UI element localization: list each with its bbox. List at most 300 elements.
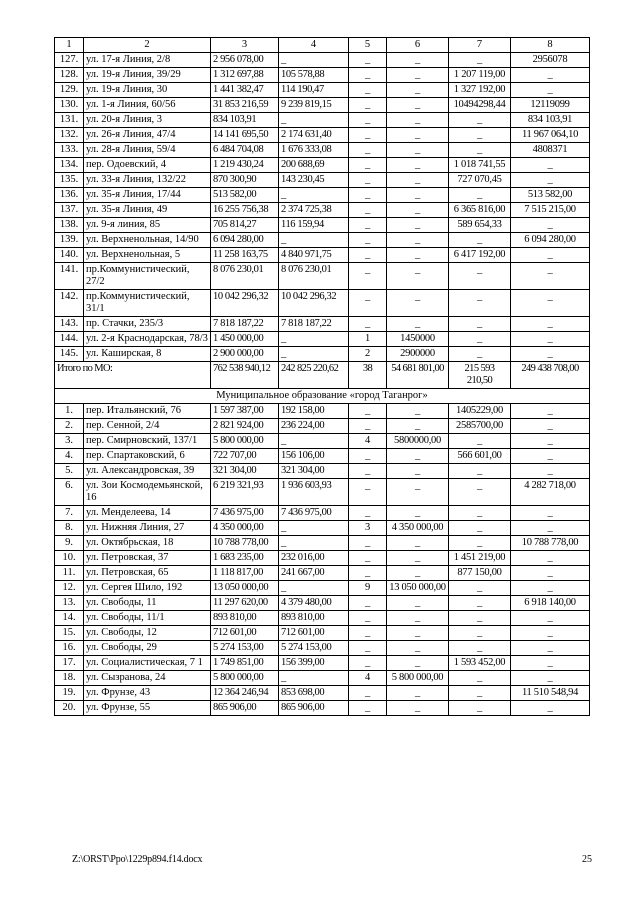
table-cell: 4 379 480,00 [279, 596, 349, 611]
table-cell: 2. [55, 419, 84, 434]
table-cell: 1 312 697,88 [211, 68, 279, 83]
table-cell: _ [511, 656, 590, 671]
table-row [55, 317, 590, 332]
header-row [55, 38, 590, 53]
table-cell: _ [387, 143, 449, 158]
table-cell: 2585700,00 [449, 419, 511, 434]
table-cell: 321 304,00 [211, 464, 279, 479]
table-cell: 12. [55, 581, 84, 596]
table-cell: _ [511, 317, 590, 332]
table-row [55, 566, 590, 581]
table-cell: _ [279, 434, 349, 449]
total-cell: 249 438 708,00 [511, 362, 590, 389]
table-cell: _ [387, 68, 449, 83]
section-title: Муниципальное образование «город Таганрог» [55, 389, 590, 404]
table-row [55, 479, 590, 506]
table-cell: _ [511, 626, 590, 641]
table-cell: 1 450 000,00 [211, 332, 279, 347]
table-cell: 4 350 000,00 [387, 521, 449, 536]
table-cell: 141. [55, 263, 84, 290]
table-cell: 11 967 064,10 [511, 128, 590, 143]
table-cell: _ [387, 596, 449, 611]
table-cell: _ [387, 113, 449, 128]
table-cell: _ [279, 521, 349, 536]
table-cell: _ [449, 641, 511, 656]
table-cell: 2 174 631,40 [279, 128, 349, 143]
table-cell: _ [349, 53, 387, 68]
table-cell: 11 258 163,75 [211, 248, 279, 263]
table-cell: _ [511, 641, 590, 656]
table-cell: 893 810,00 [279, 611, 349, 626]
table-cell: _ [511, 611, 590, 626]
table-cell: 236 224,00 [279, 419, 349, 434]
table-cell: _ [349, 158, 387, 173]
table-cell: 14. [55, 611, 84, 626]
table-cell: _ [349, 317, 387, 332]
table-cell: 6 094 280,00 [511, 233, 590, 248]
table-cell: 2956078 [511, 53, 590, 68]
table-cell: _ [349, 656, 387, 671]
table-cell: ул. 19-я Линия, 39/29 [84, 68, 211, 83]
table-cell: _ [279, 233, 349, 248]
table-row [55, 686, 590, 701]
column-header: 6 [387, 38, 449, 53]
table-cell: ул. Свободы, 29 [84, 641, 211, 656]
table-cell: ул. Свободы, 11 [84, 596, 211, 611]
table-cell: _ [349, 611, 387, 626]
table-cell: 877 150,00 [449, 566, 511, 581]
table-cell: 10. [55, 551, 84, 566]
table-cell: 11 297 620,00 [211, 596, 279, 611]
table-cell: 134. [55, 158, 84, 173]
table-cell: 232 016,00 [279, 551, 349, 566]
table-cell: 4 840 971,75 [279, 248, 349, 263]
table-cell: 8 076 230,01 [211, 263, 279, 290]
table-cell: _ [449, 464, 511, 479]
table-cell: 2900000 [387, 347, 449, 362]
table-cell: 4 [349, 671, 387, 686]
table-cell: ул. Верхненольная, 5 [84, 248, 211, 263]
table-cell: _ [449, 581, 511, 596]
table-cell: 513 582,00 [211, 188, 279, 203]
table-cell: _ [387, 158, 449, 173]
table-cell: _ [511, 83, 590, 98]
total-cell: 242 825 220,62 [279, 362, 349, 389]
table-row [55, 173, 590, 188]
table-cell: _ [349, 686, 387, 701]
table-cell: _ [449, 506, 511, 521]
table-cell: _ [387, 611, 449, 626]
table-cell: 192 158,00 [279, 404, 349, 419]
table-cell: _ [511, 248, 590, 263]
table-cell: 138. [55, 218, 84, 233]
column-header: 4 [279, 38, 349, 53]
table-cell: 145. [55, 347, 84, 362]
table-cell: 1 327 192,00 [449, 83, 511, 98]
table-row [55, 656, 590, 671]
table-cell: _ [449, 611, 511, 626]
footer-page-number: 25 [582, 854, 592, 865]
table-row [55, 449, 590, 464]
table-cell: 9 239 819,15 [279, 98, 349, 113]
table-row [55, 581, 590, 596]
table-cell: _ [387, 98, 449, 113]
table-cell: _ [449, 671, 511, 686]
table-cell: 2 821 924,00 [211, 419, 279, 434]
table-row [55, 233, 590, 248]
table-cell: ул. Каширская, 8 [84, 347, 211, 362]
table-cell: _ [387, 188, 449, 203]
table-cell: _ [511, 404, 590, 419]
table-cell: _ [449, 536, 511, 551]
table-cell: 1 441 382,47 [211, 83, 279, 98]
table-cell: 135. [55, 173, 84, 188]
table-cell: _ [449, 332, 511, 347]
table-cell: 321 304,00 [279, 464, 349, 479]
table-cell: 156 106,00 [279, 449, 349, 464]
table-cell: 865 906,00 [279, 701, 349, 716]
table-cell: 140. [55, 248, 84, 263]
table-row [55, 158, 590, 173]
table-cell: 6 484 704,08 [211, 143, 279, 158]
table-row [55, 290, 590, 317]
table-cell: ул. Фрунзе, 43 [84, 686, 211, 701]
table-cell: _ [449, 521, 511, 536]
table-cell: ул. 35-я Линия, 17/44 [84, 188, 211, 203]
table-cell: _ [511, 332, 590, 347]
table-cell: 4. [55, 449, 84, 464]
footer-file-path: Z:\ORST\Ppo\1229p894.f14.docx [72, 854, 203, 865]
table-row [55, 83, 590, 98]
table-cell: _ [511, 68, 590, 83]
table-cell: _ [511, 464, 590, 479]
table-cell: _ [279, 113, 349, 128]
table-cell: _ [449, 188, 511, 203]
table-cell: _ [449, 479, 511, 506]
table-cell: _ [349, 479, 387, 506]
table-cell: 5 800 000,00 [211, 671, 279, 686]
table-cell: _ [349, 464, 387, 479]
table-cell: ул. 28-я Линия, 59/4 [84, 143, 211, 158]
table-cell: ул. Верхненольная, 14/90 [84, 233, 211, 248]
table-cell: 133. [55, 143, 84, 158]
table-cell: ул. 9-я линия, 85 [84, 218, 211, 233]
table-cell: 7 515 215,00 [511, 203, 590, 218]
table-cell: _ [449, 347, 511, 362]
table-cell: ул. 17-я Линия, 2/8 [84, 53, 211, 68]
table-cell: 6 219 321,93 [211, 479, 279, 506]
table-cell: _ [387, 173, 449, 188]
table-cell: пер. Одоевский, 4 [84, 158, 211, 173]
table-row [55, 143, 590, 158]
table-cell: ул. Социалистическая, 7 1 [84, 656, 211, 671]
table-cell: _ [349, 506, 387, 521]
table-cell: _ [349, 626, 387, 641]
table-cell: ул. Петровская, 37 [84, 551, 211, 566]
table-row [55, 671, 590, 686]
table-cell: _ [387, 233, 449, 248]
table-cell: _ [387, 506, 449, 521]
table-cell: 4 [349, 434, 387, 449]
table-cell: 4 350 000,00 [211, 521, 279, 536]
table-cell: 2 956 078,00 [211, 53, 279, 68]
table-cell: _ [511, 263, 590, 290]
table-cell: ул. Октябрьская, 18 [84, 536, 211, 551]
table-cell: ул. Нижняя Линия, 27 [84, 521, 211, 536]
table-cell: 10 788 778,00 [511, 536, 590, 551]
table-cell: _ [511, 521, 590, 536]
table-cell: _ [449, 143, 511, 158]
table-cell: _ [349, 248, 387, 263]
table-cell: 139. [55, 233, 84, 248]
table-cell: 853 698,00 [279, 686, 349, 701]
table-cell: _ [511, 671, 590, 686]
table-cell: 566 601,00 [449, 449, 511, 464]
table-cell: _ [349, 449, 387, 464]
table-cell: 13. [55, 596, 84, 611]
table-cell: ул. 26-я Линия, 47/4 [84, 128, 211, 143]
column-header: 1 [55, 38, 84, 53]
table-cell: _ [349, 701, 387, 716]
table-cell: 14 141 695,50 [211, 128, 279, 143]
table-cell: _ [511, 566, 590, 581]
table-row [55, 701, 590, 716]
table-cell: 1 118 817,00 [211, 566, 279, 581]
table-cell: ул. Зои Космодемьянской, 16 [84, 479, 211, 506]
table-cell: 6 417 192,00 [449, 248, 511, 263]
table-cell: 1 593 452,00 [449, 656, 511, 671]
total-cell: 762 538 940,12 [211, 362, 279, 389]
table-cell: ул. Фрунзе, 55 [84, 701, 211, 716]
table-cell: _ [349, 173, 387, 188]
table-cell: _ [387, 128, 449, 143]
table-cell: _ [387, 218, 449, 233]
table-cell: 31 853 216,59 [211, 98, 279, 113]
total-label: Итого по МО: [55, 362, 211, 389]
table-cell: 705 814,27 [211, 218, 279, 233]
table-cell: 19. [55, 686, 84, 701]
table-cell: _ [511, 158, 590, 173]
table-cell: 712 601,00 [279, 626, 349, 641]
table-row [55, 641, 590, 656]
table-cell: _ [349, 536, 387, 551]
table-cell: 6 094 280,00 [211, 233, 279, 248]
table-cell: 1 [349, 332, 387, 347]
table-cell: 6. [55, 479, 84, 506]
table-cell: _ [449, 596, 511, 611]
table-cell: 6 365 816,00 [449, 203, 511, 218]
table-cell: _ [387, 479, 449, 506]
table-cell: _ [511, 701, 590, 716]
table-cell: 9 [349, 581, 387, 596]
table-cell: ул. Свободы, 12 [84, 626, 211, 641]
table-cell: 13 050 000,00 [211, 581, 279, 596]
table-cell: 865 906,00 [211, 701, 279, 716]
table-cell: _ [387, 404, 449, 419]
table-cell: 105 578,88 [279, 68, 349, 83]
table-cell: _ [511, 419, 590, 434]
table-cell: 870 300,90 [211, 173, 279, 188]
section-row [55, 389, 590, 404]
table-cell: 131. [55, 113, 84, 128]
table-row [55, 113, 590, 128]
table-cell: 241 667,00 [279, 566, 349, 581]
table-cell: 12 364 246,94 [211, 686, 279, 701]
table-cell: ул. Петровская, 65 [84, 566, 211, 581]
table-cell: _ [349, 83, 387, 98]
total-cell: 215 593 210,50 [449, 362, 511, 389]
table-cell: 1 749 851,00 [211, 656, 279, 671]
table-cell: _ [387, 536, 449, 551]
table-cell: 136. [55, 188, 84, 203]
table-row [55, 188, 590, 203]
table-cell: 7 818 187,22 [211, 317, 279, 332]
table-row [55, 98, 590, 113]
table-cell: _ [387, 641, 449, 656]
table-cell: 513 582,00 [511, 188, 590, 203]
column-header: 3 [211, 38, 279, 53]
table-cell: 5 274 153,00 [211, 641, 279, 656]
column-header: 2 [84, 38, 211, 53]
table-cell: _ [449, 128, 511, 143]
table-cell: ул. 1-я Линия, 60/56 [84, 98, 211, 113]
column-header: 5 [349, 38, 387, 53]
table-cell: 5. [55, 464, 84, 479]
table-cell: _ [511, 434, 590, 449]
table-cell: 5 800 000,00 [211, 434, 279, 449]
table-cell: _ [387, 290, 449, 317]
table-cell: _ [349, 566, 387, 581]
table-cell: 1 683 235,00 [211, 551, 279, 566]
table-cell: ул. 19-я Линия, 30 [84, 83, 211, 98]
table-cell: _ [387, 248, 449, 263]
column-header: 8 [511, 38, 590, 53]
table-cell: 130. [55, 98, 84, 113]
table-cell: _ [387, 53, 449, 68]
table-cell: ул. 20-я Линия, 3 [84, 113, 211, 128]
table-cell: _ [449, 701, 511, 716]
table-cell: _ [449, 434, 511, 449]
table-cell: _ [349, 596, 387, 611]
table-cell: _ [511, 173, 590, 188]
table-cell: _ [279, 53, 349, 68]
table-cell: 144. [55, 332, 84, 347]
table-cell: 8. [55, 521, 84, 536]
table-cell: 2 374 725,38 [279, 203, 349, 218]
table-row [55, 263, 590, 290]
table-cell: _ [449, 233, 511, 248]
table-row [55, 419, 590, 434]
table-cell: пер. Смирновский, 137/1 [84, 434, 211, 449]
table-cell: 1 451 219,00 [449, 551, 511, 566]
table-cell: 11. [55, 566, 84, 581]
table-cell: _ [387, 626, 449, 641]
table-cell: 10494298,44 [449, 98, 511, 113]
total-cell: 38 [349, 362, 387, 389]
table-cell: _ [511, 290, 590, 317]
table-cell: ул. Сергея Шило, 192 [84, 581, 211, 596]
table-row [55, 611, 590, 626]
table-cell: 17. [55, 656, 84, 671]
table-cell: 1450000 [387, 332, 449, 347]
table-cell: пр. Стачки, 235/3 [84, 317, 211, 332]
table-cell: 4808371 [511, 143, 590, 158]
table-cell: _ [349, 233, 387, 248]
table-cell: _ [449, 317, 511, 332]
table-cell: _ [349, 68, 387, 83]
table-cell: 142. [55, 290, 84, 317]
table-cell: 5 800 000,00 [387, 671, 449, 686]
table-cell: _ [279, 581, 349, 596]
table-cell: _ [387, 263, 449, 290]
table-cell: _ [349, 551, 387, 566]
table-row [55, 248, 590, 263]
table-cell: 1 018 741,55 [449, 158, 511, 173]
table-cell: _ [387, 656, 449, 671]
table-cell: _ [349, 113, 387, 128]
table-cell: 137. [55, 203, 84, 218]
table-row [55, 332, 590, 347]
table-row [55, 68, 590, 83]
table-cell: пер. Сенной, 2/4 [84, 419, 211, 434]
table-cell: 4 282 718,00 [511, 479, 590, 506]
table-cell: 5800000,00 [387, 434, 449, 449]
table-cell: _ [449, 53, 511, 68]
table-cell: _ [349, 263, 387, 290]
table-cell: 1405229,00 [449, 404, 511, 419]
table-cell: _ [279, 332, 349, 347]
table-cell: 7 818 187,22 [279, 317, 349, 332]
table-cell: 116 159,94 [279, 218, 349, 233]
table-cell: 1 597 387,00 [211, 404, 279, 419]
table-cell: 5 274 153,00 [279, 641, 349, 656]
table-cell: _ [511, 506, 590, 521]
table-cell: 18. [55, 671, 84, 686]
table-row [55, 128, 590, 143]
table-cell: 143 230,45 [279, 173, 349, 188]
table-cell: 10 042 296,32 [279, 290, 349, 317]
table-cell: 16. [55, 641, 84, 656]
table-cell: _ [387, 419, 449, 434]
table-cell: _ [387, 464, 449, 479]
table-cell: ул. 33-я Линия, 132/22 [84, 173, 211, 188]
table-cell: _ [449, 263, 511, 290]
table-row [55, 53, 590, 68]
column-header: 7 [449, 38, 511, 53]
table-cell: _ [349, 404, 387, 419]
table-cell: _ [449, 686, 511, 701]
table-cell: _ [387, 449, 449, 464]
table-cell: _ [449, 626, 511, 641]
table-cell: _ [387, 686, 449, 701]
table-cell: _ [511, 347, 590, 362]
table-cell: _ [449, 113, 511, 128]
table-cell: 156 399,00 [279, 656, 349, 671]
table-row [55, 464, 590, 479]
table-cell: 128. [55, 68, 84, 83]
table-cell: _ [387, 83, 449, 98]
table-cell: _ [279, 347, 349, 362]
table-row [55, 596, 590, 611]
table-cell: _ [349, 98, 387, 113]
table-row [55, 218, 590, 233]
table-cell: _ [349, 143, 387, 158]
table-cell: _ [349, 290, 387, 317]
table-cell: _ [349, 218, 387, 233]
table-cell: _ [511, 551, 590, 566]
table-cell: пер. Итальянский, 76 [84, 404, 211, 419]
table-cell: 20. [55, 701, 84, 716]
